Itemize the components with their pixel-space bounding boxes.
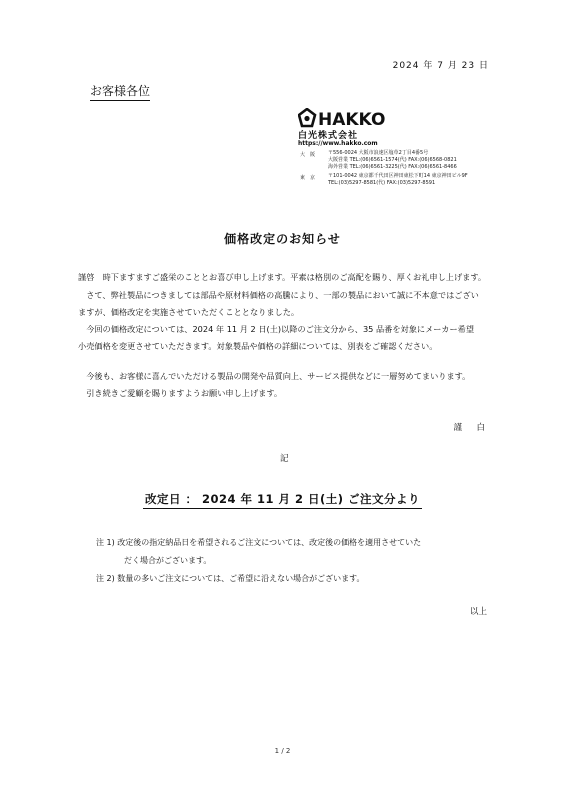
page-number: 1 / 2 [274,747,291,755]
office-osaka-domestic: 大阪営業 TEL:(06)6561-1574(代) FAX:(06)6568-0821 [328,157,457,163]
body-line-2: さて、弊社製品につきましては部品や原材料価格の高騰により、一部の製品において誠に不本意ではござい [78,290,479,300]
office-label-tokyo: 東 京 [300,175,316,181]
logo-text: HAKKO [318,110,386,128]
document-title: 価格改定のお知らせ [224,232,341,246]
document-date: 2024 年 7 月 23 日 [392,61,489,71]
body-line-3: ますが、価格改定を実施させていただくこととなりました。 [78,307,300,317]
note-1-continued: だく場合がございます。 [124,556,212,565]
office-label-osaka: 大 阪 [300,152,316,158]
office-osaka-address: 〒556-0024 大阪市浪速区塩草2丁目4番5号 [328,150,429,156]
body-line-5: 小売価格を変更させていただきます。対象製品や価格の詳細については、別表をご確認ください。 [78,341,438,351]
body-line-1: 謹啓 時下ますますご盛栄のこととお喜び申し上げます。平素は格別のご高配を賜り、厚くお礼申し上げます。 [78,272,487,282]
hakko-logo [298,108,428,128]
office-osaka-overseas: 海外営業 TEL:(06)6561-3225(代) FAX:(06)6561-8466 [328,164,457,170]
logo-mark-icon [299,109,315,126]
revision-date: 改定日 ： 2024 年 11 月 2 日(土) ご注文分より [143,491,422,509]
office-tokyo-phone: TEL:(03)5297-8581(代) FAX:(03)5297-8591 [328,180,436,186]
body-line-4: 今回の価格改定については、2024 年 11 月 2 日(土)以降のご注文分から、35 品番を対象にメーカー希望 [78,324,475,334]
body-line-7: 引き続きご愛顧を賜りますようお願い申し上げます。 [78,388,283,398]
addressee: お客様各位 [90,82,150,101]
office-tokyo-address: 〒101-0042 東京都千代田区神田東松下町14 東京神田ビル9F [328,173,468,179]
closing-salutation: 謹 白 [453,423,488,433]
revision-date-block [0,488,565,509]
note-2: 注 2) 数量の多いご注文については、ご希望に沿えない場合がございます。 [96,574,365,583]
ki-marker: 記 [280,454,289,464]
body-line-6: 今後も、お客様に喜んでいただける製品の開発や品質向上、サービス提供などに一層努めてまいります。 [78,371,471,381]
company-name: 白光株式会社 [298,131,359,141]
company-url: https://www.hakko.com [298,140,378,147]
note-1: 注 1) 改定後の指定納品日を希望されるご注文については、改定後の価格を適用させていた [96,538,422,547]
end-marker: 以上 [469,607,487,617]
